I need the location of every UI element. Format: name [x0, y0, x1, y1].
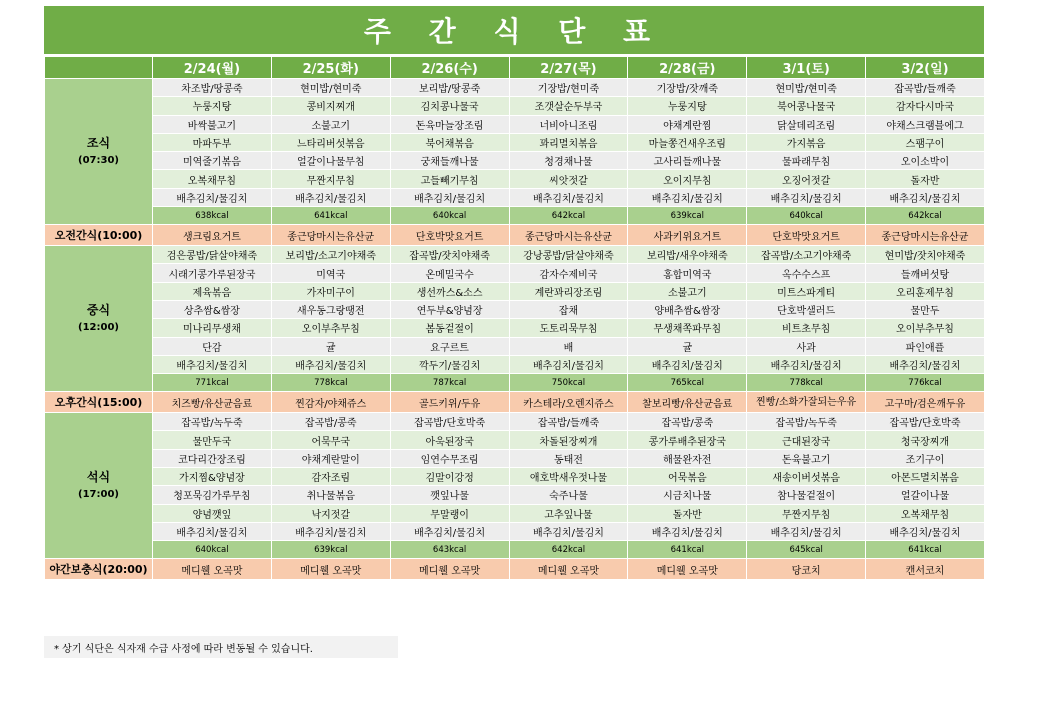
menu-item: 얼갈이나물	[866, 486, 985, 504]
menu-item: 오리훈제무침	[866, 282, 985, 300]
menu-item: 김치콩나물국	[390, 97, 509, 115]
menu-item: 잡곡밥/녹두죽	[747, 413, 866, 431]
menu-item: 오이지무침	[628, 170, 747, 188]
kcal-value: 639kcal	[271, 541, 390, 559]
kcal-value: 641kcal	[628, 541, 747, 559]
menu-item: 가지찜&양념장	[153, 468, 272, 486]
menu-item: 소불고기	[271, 115, 390, 133]
lunch-row	[45, 282, 985, 300]
menu-item: 강낭콩밥/닭살야채죽	[509, 246, 628, 264]
lunch-label: 중식	[86, 302, 111, 317]
menu-item: 보리밥/새우야채죽	[628, 246, 747, 264]
menu-item: 소불고기	[628, 282, 747, 300]
menu-item: 김말이강정	[390, 468, 509, 486]
kcal-value: 643kcal	[390, 541, 509, 559]
menu-item: 새우동그랑땡전	[271, 300, 390, 318]
menu-item: 잡곡밥/단호박죽	[390, 413, 509, 431]
kcal-value: 640kcal	[153, 541, 272, 559]
breakfast-kcal-row	[45, 207, 985, 225]
lunch-row	[45, 337, 985, 355]
menu-item: 물만두	[866, 300, 985, 318]
menu-item: 배추김치/물김치	[509, 188, 628, 206]
lunch-row	[45, 355, 985, 373]
kcal-value: 642kcal	[509, 541, 628, 559]
menu-item: 배추김치/물김치	[866, 355, 985, 373]
menu-item: 배추김치/물김치	[153, 355, 272, 373]
day-header-row	[45, 57, 985, 79]
menu-item: 돈육마늘장조림	[390, 115, 509, 133]
menu-item: 고사리들깨나물	[628, 152, 747, 170]
menu-item: 잡곡밥/콩죽	[628, 413, 747, 431]
snack-item: 고구마/검은깨두유	[866, 392, 985, 413]
snack-item: 카스테라/오렌지쥬스	[509, 392, 628, 413]
menu-item: 들깨버섯탕	[866, 264, 985, 282]
menu-item: 느타리버섯볶음	[271, 133, 390, 151]
menu-item: 배추김치/물김치	[747, 188, 866, 206]
breakfast-label: 조식	[86, 135, 111, 150]
am_snack-label: 오전간식(10:00)	[45, 225, 153, 246]
menu-item: 배추김치/물김치	[747, 355, 866, 373]
menu-item: 귤	[271, 337, 390, 355]
breakfast-label-cell	[45, 79, 153, 225]
kcal-value: 642kcal	[866, 207, 985, 225]
snack-item: 찐감자/야채쥬스	[271, 392, 390, 413]
dinner-row	[45, 413, 985, 431]
menu-item: 해물완자전	[628, 449, 747, 467]
menu-item: 단감	[153, 337, 272, 355]
menu-item: 조갯살순두부국	[509, 97, 628, 115]
menu-item: 현미밥/잣치야채죽	[866, 246, 985, 264]
menu-item: 배추김치/물김치	[153, 188, 272, 206]
menu-item: 바싹불고기	[153, 115, 272, 133]
menu-item: 배	[509, 337, 628, 355]
menu-item: 파인애플	[866, 337, 985, 355]
dinner-row	[45, 486, 985, 504]
snack-item: 치즈빵/유산균음료	[153, 392, 272, 413]
menu-item: 어묵볶음	[628, 468, 747, 486]
menu-item: 숙주나물	[509, 486, 628, 504]
menu-item: 가자미구이	[271, 282, 390, 300]
day-header: 2/27(목)	[509, 57, 628, 79]
menu-item: 잡채	[509, 300, 628, 318]
menu-item: 감자조림	[271, 468, 390, 486]
lunch-label-cell	[45, 246, 153, 392]
menu-item: 도토리묵무침	[509, 319, 628, 337]
menu-item: 귤	[628, 337, 747, 355]
menu-item: 물만두국	[153, 431, 272, 449]
kcal-value: 645kcal	[747, 541, 866, 559]
snack-item: 종근당마시는유산균	[509, 225, 628, 246]
menu-item: 배추김치/물김치	[866, 188, 985, 206]
breakfast-row	[45, 115, 985, 133]
menu-item: 야채계란찜	[628, 115, 747, 133]
snack-item: 골드키위/두유	[390, 392, 509, 413]
menu-item: 배추김치/물김치	[271, 355, 390, 373]
menu-item: 현미밥/현미죽	[271, 79, 390, 97]
menu-item: 청경채나물	[509, 152, 628, 170]
kcal-value: 776kcal	[866, 374, 985, 392]
menu-item: 감자수제비국	[509, 264, 628, 282]
menu-item: 미나리무생채	[153, 319, 272, 337]
breakfast-row	[45, 170, 985, 188]
menu-item: 오이부추무침	[866, 319, 985, 337]
menu-item: 근대된장국	[747, 431, 866, 449]
menu-item: 콩비지찌개	[271, 97, 390, 115]
menu-item: 콩가루배추된장국	[628, 431, 747, 449]
menu-item: 청국장찌개	[866, 431, 985, 449]
menu-item: 배추김치/물김치	[390, 522, 509, 540]
menu-item: 배추김치/물김치	[747, 522, 866, 540]
menu-item: 너비아니조림	[509, 115, 628, 133]
kcal-value: 642kcal	[509, 207, 628, 225]
kcal-value: 778kcal	[271, 374, 390, 392]
menu-item: 새송이버섯볶음	[747, 468, 866, 486]
lunch-row	[45, 246, 985, 264]
menu-item: 코다리간장조림	[153, 449, 272, 467]
corner-cell	[45, 57, 153, 79]
menu-item: 미역국	[271, 264, 390, 282]
menu-item: 돌자반	[866, 170, 985, 188]
kcal-value: 787kcal	[390, 374, 509, 392]
menu-item: 잡곡밥/잣치야채죽	[390, 246, 509, 264]
menu-item: 차조밥/땅콩죽	[153, 79, 272, 97]
menu-item: 양념깻잎	[153, 504, 272, 522]
breakfast-row	[45, 152, 985, 170]
day-header: 3/1(토)	[747, 57, 866, 79]
menu-item: 무말랭이	[390, 504, 509, 522]
weekly-menu-sheet	[44, 6, 984, 580]
breakfast-time: (07:30)	[78, 154, 119, 166]
breakfast-row	[45, 188, 985, 206]
menu-item: 청포묵김가루무침	[153, 486, 272, 504]
menu-item: 닭살데리조림	[747, 115, 866, 133]
menu-item: 누룽지탕	[628, 97, 747, 115]
lunch-row	[45, 264, 985, 282]
menu-item: 양배추쌈&쌈장	[628, 300, 747, 318]
menu-item: 애호박새우젓나물	[509, 468, 628, 486]
menu-item: 생선까스&소스	[390, 282, 509, 300]
day-header: 2/24(월)	[153, 57, 272, 79]
menu-item: 잡곡밥/소고기야채죽	[747, 246, 866, 264]
lunch-row	[45, 319, 985, 337]
snack-item: 메디웰 오곡맛	[509, 559, 628, 580]
menu-item: 검은콩밥/닭살야채죽	[153, 246, 272, 264]
dinner-row	[45, 431, 985, 449]
menu-item: 배추김치/물김치	[271, 522, 390, 540]
snack-item: 캔서코치	[866, 559, 985, 580]
lunch-kcal-row	[45, 374, 985, 392]
menu-item: 마파두부	[153, 133, 272, 151]
menu-item: 아몬드멸치볶음	[866, 468, 985, 486]
menu-item: 야채계란말이	[271, 449, 390, 467]
menu-item: 차돌된장찌개	[509, 431, 628, 449]
dinner-kcal-row	[45, 541, 985, 559]
menu-item: 북어콩나물국	[747, 97, 866, 115]
menu-item: 오복채무침	[153, 170, 272, 188]
breakfast-row	[45, 79, 985, 97]
menu-item: 무짠지무침	[747, 504, 866, 522]
menu-item: 동태전	[509, 449, 628, 467]
menu-item: 요구르트	[390, 337, 509, 355]
snack-item: 찐빵/소화가잘되는우유	[747, 392, 866, 413]
kcal-value: 765kcal	[628, 374, 747, 392]
menu-item: 취나물볶음	[271, 486, 390, 504]
snack-item: 메디웰 오곡맛	[153, 559, 272, 580]
menu-item: 잡곡밥/단호박죽	[866, 413, 985, 431]
menu-item: 배추김치/물김치	[866, 522, 985, 540]
menu-item: 물파래무침	[747, 152, 866, 170]
menu-item: 오징어젓갈	[747, 170, 866, 188]
day-header: 3/2(일)	[866, 57, 985, 79]
snack-item: 메디웰 오곡맛	[628, 559, 747, 580]
lunch-row	[45, 300, 985, 318]
menu-item: 궁채들깨나물	[390, 152, 509, 170]
page-title: 주 간 식 단 표	[44, 6, 984, 56]
menu-item: 현미밥/현미죽	[747, 79, 866, 97]
menu-item: 아욱된장국	[390, 431, 509, 449]
menu-item: 배추김치/물김치	[509, 355, 628, 373]
menu-item: 오복채무침	[866, 504, 985, 522]
menu-item: 홍합미역국	[628, 264, 747, 282]
menu-item: 배추김치/물김치	[628, 355, 747, 373]
menu-item: 제육볶음	[153, 282, 272, 300]
menu-item: 감자다시마국	[866, 97, 985, 115]
day-header: 2/26(수)	[390, 57, 509, 79]
day-header: 2/25(화)	[271, 57, 390, 79]
night_snack-label: 야간보충식(20:00)	[45, 559, 153, 580]
menu-item: 배추김치/물김치	[390, 188, 509, 206]
menu-item: 깻잎나물	[390, 486, 509, 504]
menu-item: 임연수무조림	[390, 449, 509, 467]
menu-item: 상추쌈&쌈장	[153, 300, 272, 318]
dinner-label-cell	[45, 413, 153, 559]
snack-item: 종근당마시는유산균	[866, 225, 985, 246]
menu-item: 오이소박이	[866, 152, 985, 170]
menu-item: 기장밥/잣깨죽	[628, 79, 747, 97]
snack-item: 종근당마시는유산균	[271, 225, 390, 246]
menu-item: 단호박샐러드	[747, 300, 866, 318]
dinner-label: 석식	[86, 469, 111, 484]
menu-item: 기장밥/현미죽	[509, 79, 628, 97]
menu-item: 잡곡밥/들깨죽	[866, 79, 985, 97]
menu-item: 얼갈이나물무침	[271, 152, 390, 170]
menu-item: 무짠지무침	[271, 170, 390, 188]
kcal-value: 771kcal	[153, 374, 272, 392]
menu-item: 사과	[747, 337, 866, 355]
dinner-row	[45, 504, 985, 522]
menu-item: 마늘쫑건새우조림	[628, 133, 747, 151]
menu-item: 낙지젓갈	[271, 504, 390, 522]
menu-item: 어묵무국	[271, 431, 390, 449]
snack-item: 메디웰 오곡맛	[390, 559, 509, 580]
menu-item: 배추김치/물김치	[271, 188, 390, 206]
menu-item: 고들빼기무침	[390, 170, 509, 188]
menu-table	[44, 56, 985, 580]
menu-item: 보리밥/소고기야채죽	[271, 246, 390, 264]
menu-item: 봄동겉절이	[390, 319, 509, 337]
snack-item: 찰보리빵/유산균음료	[628, 392, 747, 413]
dinner-time: (17:00)	[78, 488, 119, 500]
kcal-value: 750kcal	[509, 374, 628, 392]
menu-item: 온메밀국수	[390, 264, 509, 282]
menu-item: 누룽지탕	[153, 97, 272, 115]
menu-item: 배추김치/물김치	[628, 522, 747, 540]
menu-item: 오이부추무침	[271, 319, 390, 337]
menu-item: 조기구이	[866, 449, 985, 467]
menu-item: 미트스파게티	[747, 282, 866, 300]
menu-item: 북어채볶음	[390, 133, 509, 151]
snack-item: 단호박맛요거트	[747, 225, 866, 246]
menu-item: 보리밥/땅콩죽	[390, 79, 509, 97]
day-header: 2/28(금)	[628, 57, 747, 79]
pm_snack-label: 오후간식(15:00)	[45, 392, 153, 413]
menu-item: 배추김치/물김치	[509, 522, 628, 540]
menu-item: 스팸구이	[866, 133, 985, 151]
menu-item: 시금치나물	[628, 486, 747, 504]
snack-item: 생크림요거트	[153, 225, 272, 246]
kcal-value: 641kcal	[271, 207, 390, 225]
menu-item: 꽈리멸치볶음	[509, 133, 628, 151]
breakfast-row	[45, 133, 985, 151]
footnote: * 상기 식단은 식자재 수급 사정에 따라 변동될 수 있습니다.	[44, 636, 398, 658]
menu-item: 야채스크램블에그	[866, 115, 985, 133]
menu-item: 무생채쪽파무침	[628, 319, 747, 337]
snack-item: 단호박맛요거트	[390, 225, 509, 246]
night_snack-row	[45, 559, 985, 580]
menu-item: 잡곡밥/콩죽	[271, 413, 390, 431]
menu-item: 미역줄기볶음	[153, 152, 272, 170]
kcal-value: 640kcal	[747, 207, 866, 225]
kcal-value: 638kcal	[153, 207, 272, 225]
pm_snack-row	[45, 392, 985, 413]
snack-item: 사과키위요거트	[628, 225, 747, 246]
menu-item: 연두부&양념장	[390, 300, 509, 318]
menu-item: 고추잎나물	[509, 504, 628, 522]
menu-item: 비트초무침	[747, 319, 866, 337]
breakfast-row	[45, 97, 985, 115]
menu-item: 돌자반	[628, 504, 747, 522]
menu-item: 가지볶음	[747, 133, 866, 151]
menu-item: 배추김치/물김치	[153, 522, 272, 540]
menu-item: 배추김치/물김치	[628, 188, 747, 206]
kcal-value: 641kcal	[866, 541, 985, 559]
dinner-row	[45, 449, 985, 467]
menu-item: 옥수수스프	[747, 264, 866, 282]
dinner-row	[45, 522, 985, 540]
menu-item: 깍두기/물김치	[390, 355, 509, 373]
menu-item: 참나물겉절이	[747, 486, 866, 504]
menu-item: 계란꽈리장조림	[509, 282, 628, 300]
menu-item: 잡곡밥/들깨죽	[509, 413, 628, 431]
menu-item: 잡곡밥/녹두죽	[153, 413, 272, 431]
menu-item: 씨앗젓갈	[509, 170, 628, 188]
dinner-row	[45, 468, 985, 486]
kcal-value: 639kcal	[628, 207, 747, 225]
kcal-value: 778kcal	[747, 374, 866, 392]
menu-item: 돈육불고기	[747, 449, 866, 467]
lunch-time: (12:00)	[78, 321, 119, 333]
menu-item: 시래기콩가루된장국	[153, 264, 272, 282]
snack-item: 메디웰 오곡맛	[271, 559, 390, 580]
kcal-value: 640kcal	[390, 207, 509, 225]
am_snack-row	[45, 225, 985, 246]
snack-item: 당코치	[747, 559, 866, 580]
